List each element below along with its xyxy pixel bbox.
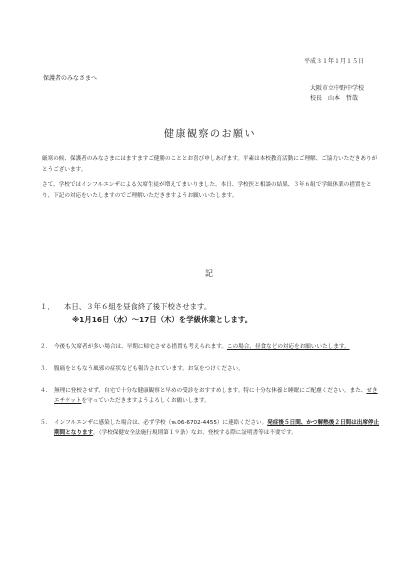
item-1-line-2: ※1月16日（水）～17日（木）を学級休業とします。 [72, 315, 253, 324]
notice-item-5 [40, 418, 382, 438]
body-text [42, 154, 380, 206]
document-date: 平成３１年１月１５日 [303, 58, 364, 65]
notice-item-2 [40, 342, 382, 352]
item-number: １． [40, 302, 55, 311]
school-name: 大阪市立中野中学校 [309, 85, 364, 92]
recipient-line: 保護者のみなさまへ [43, 75, 98, 82]
item-5-text-end: 。（学校保健安全法施行規則第１９条）なお、登校する際に証明書等は不要です。 [93, 430, 297, 436]
item-4-text: 無理に登校させず、自宅で十分な健康観察と早めの受診をおすすめします。特に十分な休養と睡眠にご配慮ください。また、 [54, 388, 367, 394]
notice-item-1 [40, 300, 382, 326]
item-text [54, 386, 382, 406]
item-text [64, 300, 382, 326]
item-5-underlined-text: 発症後５日間、かつ解熱後２日間は出席停止期間となります [54, 420, 380, 436]
item-2-underlined-text: この場合、昼食などの対応をお願いいたします。 [226, 344, 350, 350]
ki-heading: 記 [205, 269, 215, 278]
body-paragraph-2: さて、学校ではインフルエンザによる欠席生徒が増えてまいりました。本日、学校医と相談の結果、３年６組で学級休業の措置をとり、下記の対応をいたしますのでご理解いただきますようお願いいたします。 [42, 182, 372, 199]
sender-block [310, 84, 364, 104]
item-1-line-1: 本日、３年６組を昼食終了後下校させます。 [64, 302, 212, 311]
notice-items [40, 300, 382, 450]
notice-item-3 [40, 364, 382, 374]
body-paragraph-1: 厳寒の候、保護者のみなさまにはますますご健勝のこととお喜び申しあげます。平素は本校教育活動にご理解、ご協力いただきありがとうございます。 [42, 156, 378, 173]
item-number: ３． [40, 366, 52, 372]
item-number: ５． [40, 420, 52, 426]
item-4-underlined-text: せきエチケット [54, 388, 378, 404]
principal-name: 校長 山本 哲哉 [309, 95, 358, 102]
notice-item-4 [40, 386, 382, 406]
item-5-text: インフルエンザに感染した場合は、必ず学校（℡06-6702-4455）に連絡ください。 [54, 420, 268, 426]
item-4-text-end: を守っていただきますようよろしくお願いします。 [81, 398, 210, 404]
item-2-text: 今後も欠席者が多い場合は、早期に帰宅させる措置も考えられます。 [54, 344, 227, 350]
item-text [54, 418, 382, 438]
item-text [54, 342, 382, 352]
item-number: ４． [40, 388, 52, 394]
document-title: 健康観察のお願い [164, 129, 256, 140]
item-number: ２． [40, 344, 52, 350]
item-text: 腹痛をともなう風邪の症状なども報告されています。お気をつけください。 [54, 366, 244, 372]
